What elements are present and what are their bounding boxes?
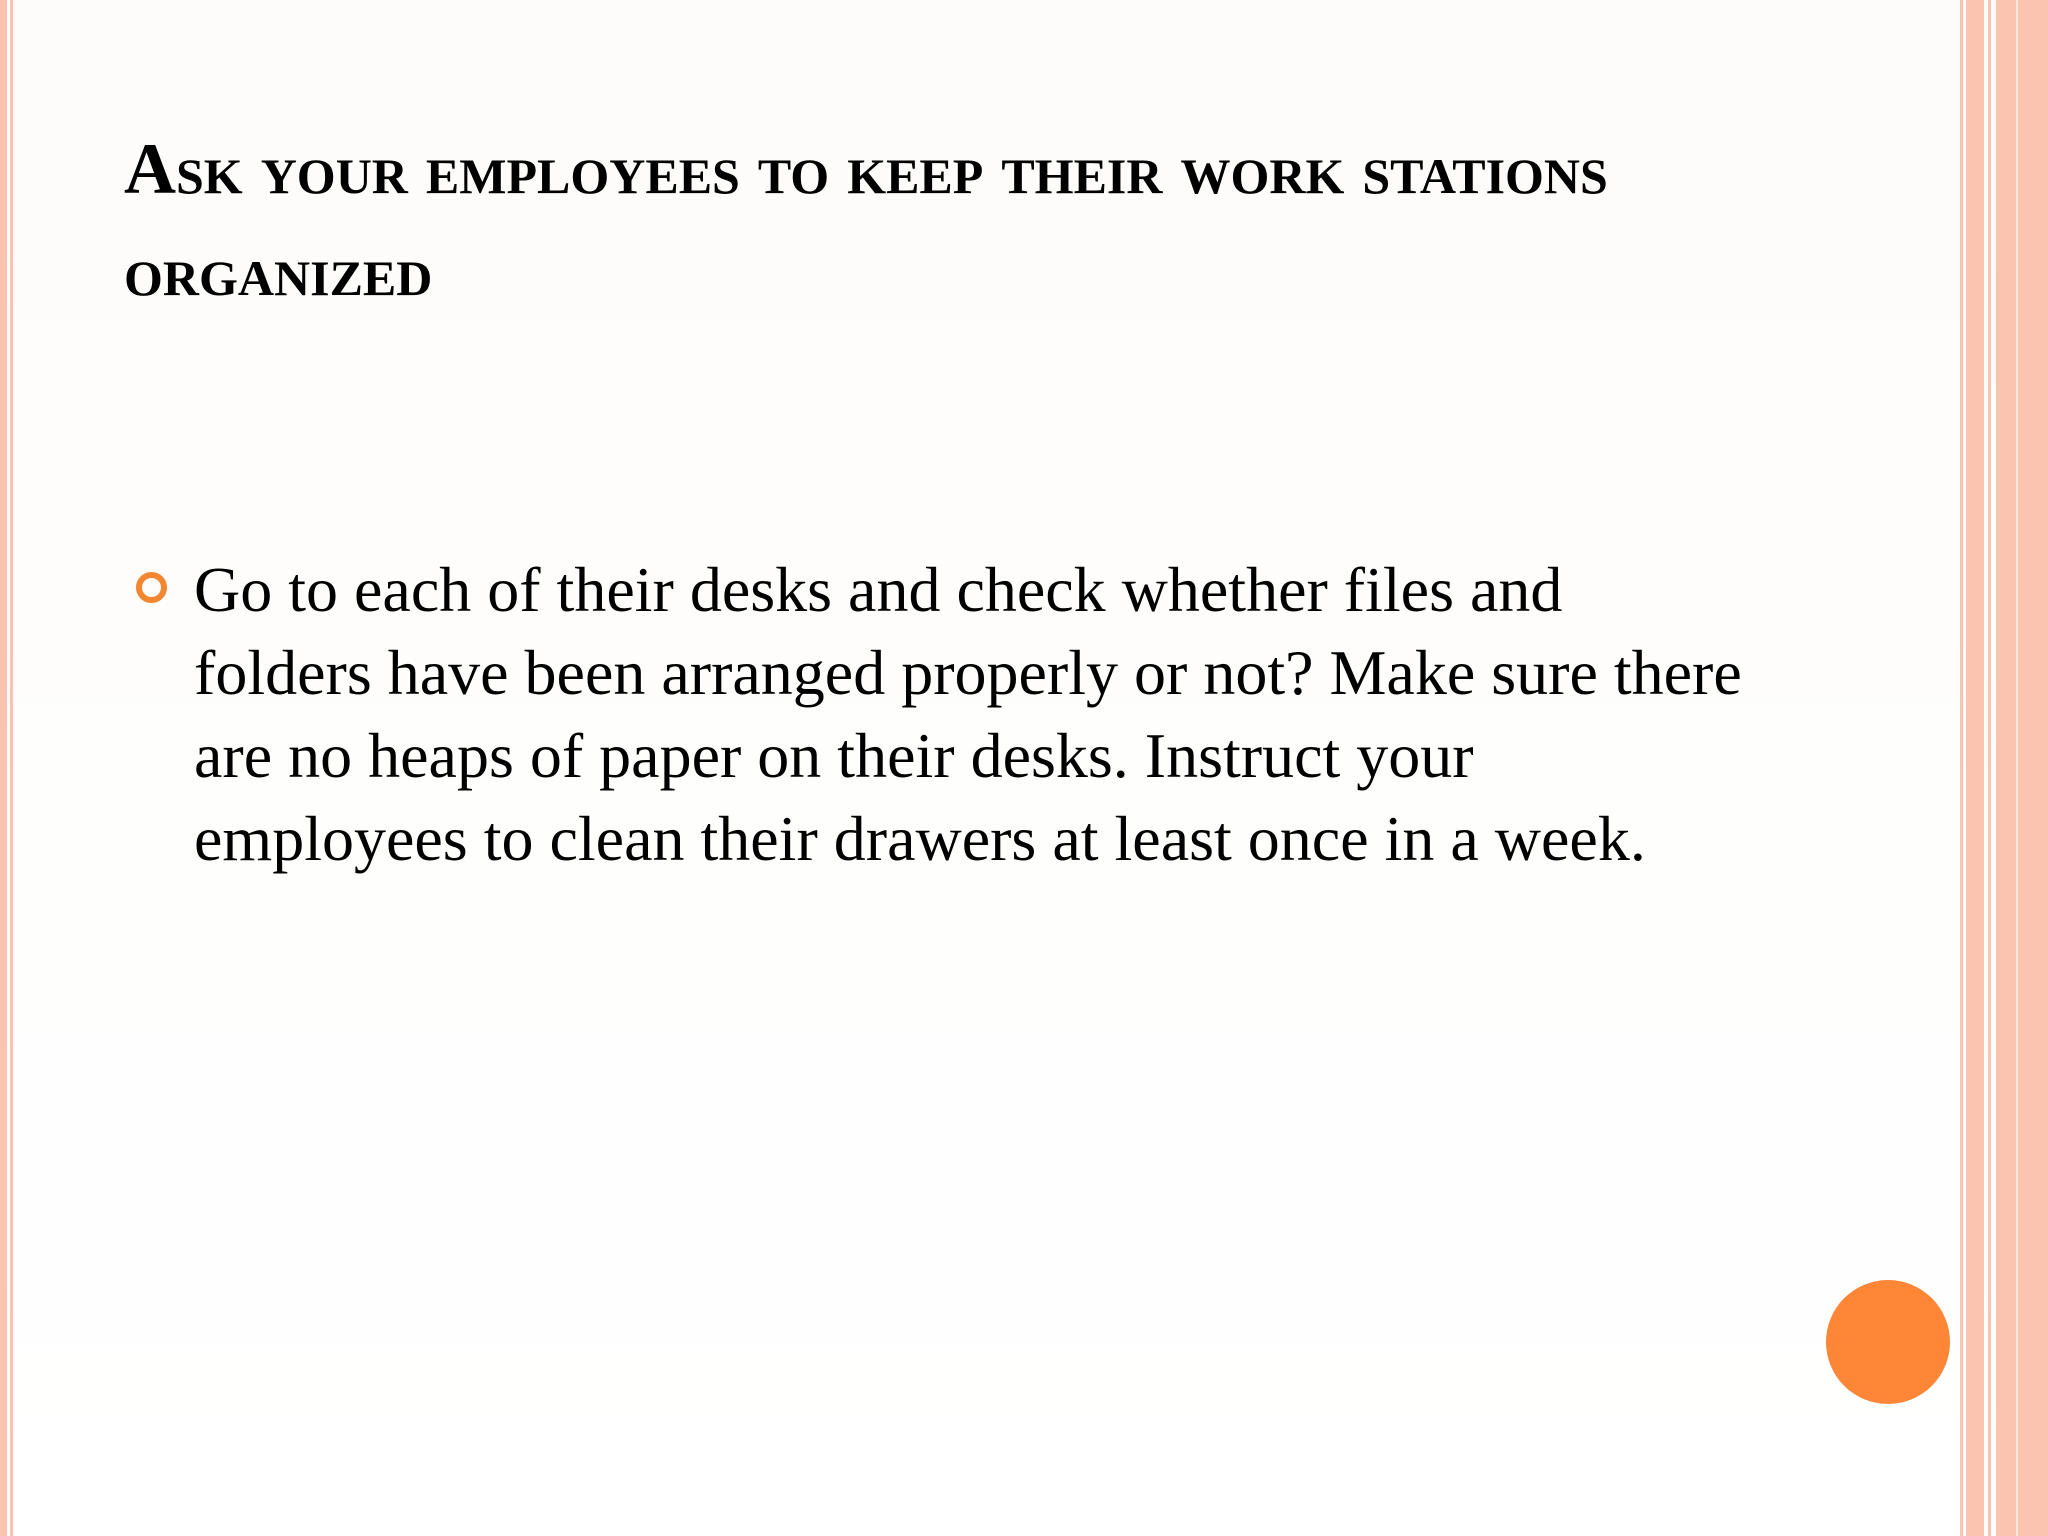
left-border-line: [10, 0, 13, 1536]
right-border-line-inner: [1960, 0, 1963, 1536]
right-border-highlight: [2016, 0, 2018, 1536]
right-border-band: [1996, 0, 2048, 1536]
right-border-line: [1988, 0, 1991, 1536]
left-border-strip: [0, 0, 7, 1536]
bullet-text: Go to each of their desks and check whether files and folders have been arranged properly or not? Make sure there are no heaps of paper on their desks. Instruct your employees to clean their drawers at least once in a week.: [194, 554, 1742, 874]
right-border-strip: [1966, 0, 1984, 1536]
slide-title: Ask your employees to keep their work stations organized: [124, 129, 1608, 311]
ring-bullet-icon: [136, 572, 167, 603]
orange-circle-decoration: [1826, 1280, 1950, 1404]
